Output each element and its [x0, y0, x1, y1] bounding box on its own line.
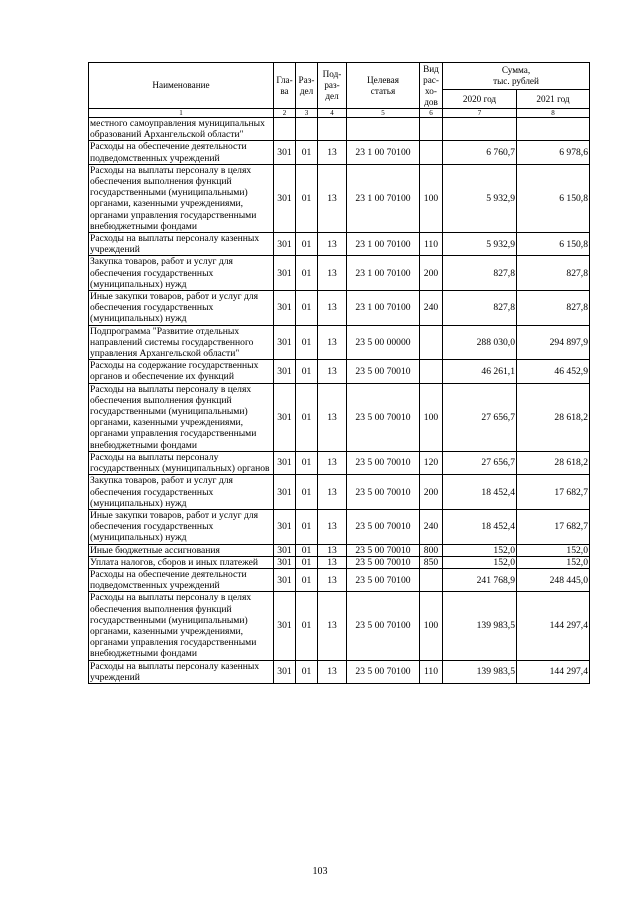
row-glava: 301 [274, 141, 296, 164]
row-razdel: 01 [296, 256, 318, 291]
row-podrazdel: 13 [318, 509, 347, 544]
row-glava: 301 [274, 256, 296, 291]
row-expense-type: 110 [420, 233, 443, 256]
row-podrazdel: 13 [318, 544, 347, 556]
header-year-2020: 2020 год [443, 90, 517, 109]
row-name: Расходы на выплаты персоналу в целях обеспечения выполнения функций государственными (муниципальными) органами, казенными учреждениями, органами управления государственными внебюджетными фондами [89, 592, 274, 660]
row-glava: 301 [274, 660, 296, 683]
row-name: Иные бюджетные ассигнования [89, 544, 274, 556]
row-expense-type [420, 360, 443, 383]
row-glava: 301 [274, 568, 296, 591]
row-sum-2021: 6 150,8 [517, 164, 590, 232]
row-target-article: 23 5 00 70100 [347, 592, 420, 660]
row-glava [274, 118, 296, 141]
row-name: Расходы на выплаты персоналу казенных учреждений [89, 660, 274, 683]
row-expense-type: 100 [420, 592, 443, 660]
header-podrazdel: Под- раз- дел [318, 63, 347, 109]
row-sum-2020: 288 030,0 [443, 325, 517, 360]
header-target-article: Целевая статья [347, 63, 420, 109]
row-name: Расходы на обеспечение деятельности подведомственных учреждений [89, 141, 274, 164]
row-name: Иные закупки товаров, работ и услуг для обеспечения государственных (муниципальных) нужд [89, 291, 274, 326]
column-number: 7 [443, 109, 517, 118]
row-sum-2021: 17 682,7 [517, 475, 590, 510]
table-row [89, 325, 590, 360]
column-number: 4 [318, 109, 347, 118]
row-sum-2021 [517, 118, 590, 141]
row-sum-2020: 18 452,4 [443, 509, 517, 544]
row-sum-2020: 27 656,7 [443, 383, 517, 451]
row-razdel: 01 [296, 475, 318, 510]
row-razdel: 01 [296, 451, 318, 474]
row-target-article: 23 5 00 70100 [347, 660, 420, 683]
header-glava: Гла- ва [274, 63, 296, 109]
table-row [89, 360, 590, 383]
row-razdel: 01 [296, 233, 318, 256]
column-number: 5 [347, 109, 420, 118]
row-glava: 301 [274, 544, 296, 556]
row-razdel [296, 118, 318, 141]
row-target-article: 23 5 00 70010 [347, 475, 420, 510]
row-sum-2021: 17 682,7 [517, 509, 590, 544]
row-sum-2021: 144 297,4 [517, 660, 590, 683]
row-sum-2020: 152,0 [443, 556, 517, 568]
table-row [89, 141, 590, 164]
row-razdel: 01 [296, 556, 318, 568]
row-sum-2021: 152,0 [517, 544, 590, 556]
table-row [89, 233, 590, 256]
row-podrazdel: 13 [318, 475, 347, 510]
row-glava: 301 [274, 592, 296, 660]
row-target-article: 23 5 00 70010 [347, 509, 420, 544]
page-number: 103 [312, 866, 328, 877]
header-sum: Сумма, тыс. рублей [443, 63, 590, 90]
row-name: Закупка товаров, работ и услуг для обеспечения государственных (муниципальных) нужд [89, 256, 274, 291]
row-podrazdel: 13 [318, 383, 347, 451]
row-target-article: 23 5 00 00000 [347, 325, 420, 360]
row-glava: 301 [274, 164, 296, 232]
row-glava: 301 [274, 509, 296, 544]
row-name: Расходы на содержание государственных органов и обеспечение их функций [89, 360, 274, 383]
row-glava: 301 [274, 233, 296, 256]
row-target-article: 23 5 00 70010 [347, 544, 420, 556]
row-name: Иные закупки товаров, работ и услуг для обеспечения государственных (муниципальных) нужд [89, 509, 274, 544]
row-sum-2020: 27 656,7 [443, 451, 517, 474]
row-podrazdel [318, 118, 347, 141]
row-podrazdel: 13 [318, 233, 347, 256]
header-name: Наименование [89, 63, 274, 109]
row-expense-type [420, 568, 443, 591]
table-row [89, 568, 590, 591]
row-sum-2021: 248 445,0 [517, 568, 590, 591]
row-name: Расходы на выплаты персоналу в целях обеспечения выполнения функций государственными (муниципальными) органами, казенными учреждениями, органами управления государственными внебюджетными фондами [89, 383, 274, 451]
table-row [89, 509, 590, 544]
row-glava: 301 [274, 291, 296, 326]
row-podrazdel: 13 [318, 325, 347, 360]
row-name: Расходы на выплаты персоналу государственных (муниципальных) органов [89, 451, 274, 474]
row-sum-2020: 5 932,9 [443, 164, 517, 232]
row-podrazdel: 13 [318, 256, 347, 291]
row-podrazdel: 13 [318, 164, 347, 232]
table-row [89, 544, 590, 556]
row-name: Расходы на выплаты персоналу казенных учреждений [89, 233, 274, 256]
table-row [89, 475, 590, 510]
row-expense-type: 120 [420, 451, 443, 474]
row-sum-2020: 46 261,1 [443, 360, 517, 383]
budget-table [88, 62, 590, 684]
column-number: 8 [517, 109, 590, 118]
row-sum-2020: 241 768,9 [443, 568, 517, 591]
row-name: Уплата налогов, сборов и иных платежей [89, 556, 274, 568]
row-sum-2020: 827,8 [443, 256, 517, 291]
row-expense-type: 110 [420, 660, 443, 683]
row-glava: 301 [274, 556, 296, 568]
row-razdel: 01 [296, 360, 318, 383]
table-row [89, 291, 590, 326]
row-podrazdel: 13 [318, 141, 347, 164]
row-expense-type: 240 [420, 291, 443, 326]
row-target-article [347, 118, 420, 141]
row-razdel: 01 [296, 660, 318, 683]
row-podrazdel: 13 [318, 556, 347, 568]
row-target-article: 23 5 00 70010 [347, 556, 420, 568]
row-sum-2020: 6 760,7 [443, 141, 517, 164]
row-expense-type: 850 [420, 556, 443, 568]
row-sum-2021: 28 618,2 [517, 451, 590, 474]
row-sum-2020: 5 932,9 [443, 233, 517, 256]
row-sum-2020: 827,8 [443, 291, 517, 326]
row-expense-type [420, 118, 443, 141]
row-expense-type: 200 [420, 475, 443, 510]
row-expense-type [420, 141, 443, 164]
row-sum-2020: 139 983,5 [443, 592, 517, 660]
column-number: 2 [274, 109, 296, 118]
row-razdel: 01 [296, 141, 318, 164]
row-target-article: 23 5 00 70100 [347, 568, 420, 591]
row-sum-2020 [443, 118, 517, 141]
row-sum-2021: 6 150,8 [517, 233, 590, 256]
row-podrazdel: 13 [318, 360, 347, 383]
table-row [89, 451, 590, 474]
row-glava: 301 [274, 451, 296, 474]
row-expense-type [420, 325, 443, 360]
table-row [89, 660, 590, 683]
row-razdel: 01 [296, 544, 318, 556]
row-target-article: 23 1 00 70100 [347, 233, 420, 256]
row-glava: 301 [274, 383, 296, 451]
row-razdel: 01 [296, 509, 318, 544]
row-target-article: 23 1 00 70100 [347, 256, 420, 291]
row-sum-2021: 294 897,9 [517, 325, 590, 360]
row-expense-type: 100 [420, 383, 443, 451]
table-body [89, 118, 590, 684]
row-target-article: 23 5 00 70010 [347, 383, 420, 451]
row-sum-2020: 152,0 [443, 544, 517, 556]
row-name: Расходы на обеспечение деятельности подведомственных учреждений [89, 568, 274, 591]
row-podrazdel: 13 [318, 568, 347, 591]
row-sum-2021: 6 978,6 [517, 141, 590, 164]
row-sum-2021: 152,0 [517, 556, 590, 568]
column-number-row [89, 109, 590, 118]
row-target-article: 23 5 00 70010 [347, 451, 420, 474]
row-sum-2021: 144 297,4 [517, 592, 590, 660]
column-number: 1 [89, 109, 274, 118]
row-razdel: 01 [296, 568, 318, 591]
row-podrazdel: 13 [318, 660, 347, 683]
table-row [89, 118, 590, 141]
row-podrazdel: 13 [318, 291, 347, 326]
row-sum-2021: 28 618,2 [517, 383, 590, 451]
row-expense-type: 800 [420, 544, 443, 556]
row-razdel: 01 [296, 291, 318, 326]
table-row [89, 164, 590, 232]
row-sum-2021: 827,8 [517, 256, 590, 291]
row-name: Расходы на выплаты персоналу в целях обеспечения выполнения функций государственными (муниципальными) органами, казенными учреждениями, органами управления государственными внебюджетными фондами [89, 164, 274, 232]
row-podrazdel: 13 [318, 592, 347, 660]
header-expense-type: Вид рас- хо- дов [420, 63, 443, 109]
row-sum-2021: 827,8 [517, 291, 590, 326]
column-number: 6 [420, 109, 443, 118]
row-target-article: 23 1 00 70100 [347, 164, 420, 232]
header-razdel: Раз- дел [296, 63, 318, 109]
table-row [89, 256, 590, 291]
row-sum-2020: 139 983,5 [443, 660, 517, 683]
row-sum-2021: 46 452,9 [517, 360, 590, 383]
row-glava: 301 [274, 360, 296, 383]
row-glava: 301 [274, 325, 296, 360]
row-razdel: 01 [296, 383, 318, 451]
row-name: Подпрограмма "Развитие отдельных направлений системы государственного управления Архангельской области" [89, 325, 274, 360]
column-number: 3 [296, 109, 318, 118]
row-target-article: 23 5 00 70010 [347, 360, 420, 383]
row-razdel: 01 [296, 164, 318, 232]
table-row [89, 556, 590, 568]
row-expense-type: 100 [420, 164, 443, 232]
row-expense-type: 200 [420, 256, 443, 291]
row-sum-2020: 18 452,4 [443, 475, 517, 510]
row-podrazdel: 13 [318, 451, 347, 474]
table-row [89, 383, 590, 451]
row-razdel: 01 [296, 592, 318, 660]
row-glava: 301 [274, 475, 296, 510]
header-year-2021: 2021 год [517, 90, 590, 109]
row-name: Закупка товаров, работ и услуг для обеспечения государственных (муниципальных) нужд [89, 475, 274, 510]
table-row [89, 592, 590, 660]
row-razdel: 01 [296, 325, 318, 360]
row-expense-type: 240 [420, 509, 443, 544]
row-name: местного самоуправления муниципальных образований Архангельской области" [89, 118, 274, 141]
row-target-article: 23 1 00 70100 [347, 141, 420, 164]
row-target-article: 23 1 00 70100 [347, 291, 420, 326]
